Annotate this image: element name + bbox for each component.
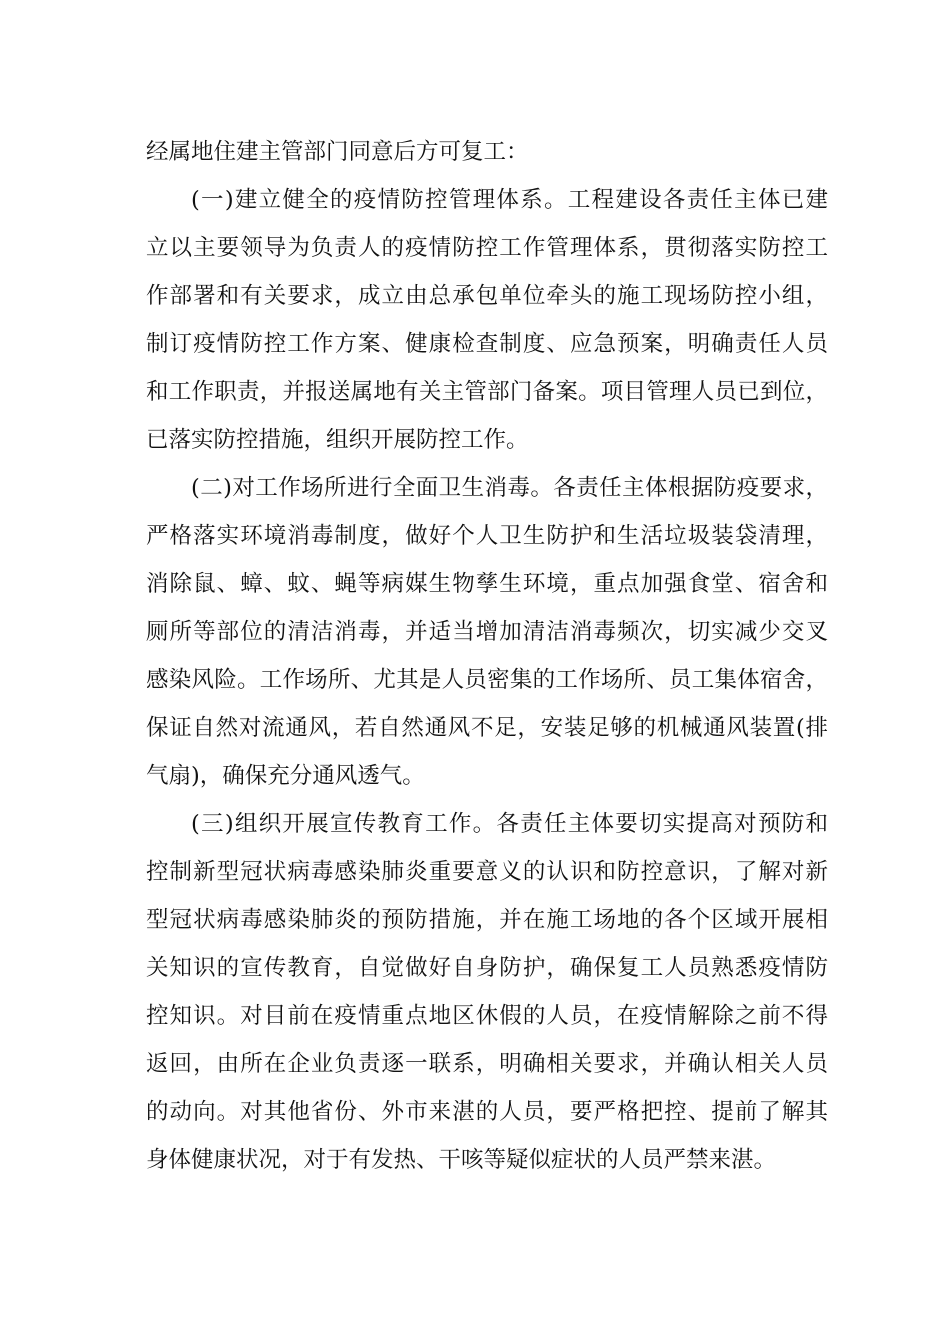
text-line: 经属地住建主管部门同意后方可复工： (146, 139, 529, 165)
text-line: 气扇)，确保充分通风透气。 (146, 763, 425, 789)
paragraph-first-line: (一)建立健全的疫情防控管理体系。工程建设各责任主体已建 (191, 187, 828, 213)
text-line: 严格落实环境消毒制度，做好个人卫生防护和生活垃圾装袋清理， (146, 523, 828, 549)
text-line: 身体健康状况，对于有发热、干咳等疑似症状的人员严禁来湛。 (146, 1147, 777, 1173)
text-line: 作部署和有关要求，成立由总承包单位牵头的施工现场防控小组， (146, 283, 828, 309)
text-line: 控制新型冠状病毒感染肺炎重要意义的认识和防控意识，了解对新 (146, 859, 828, 885)
text-line: 保证自然对流通风，若自然通风不足，安装足够的机械通风装置(排 (146, 715, 828, 741)
text-line: 关知识的宣传教育，自觉做好自身防护，确保复工人员熟悉疫情防 (146, 955, 828, 981)
text-line: 型冠状病毒感染肺炎的预防措施，并在施工场地的各个区域开展相 (146, 907, 828, 933)
text-line: 返回，由所在企业负责逐一联系，明确相关要求，并确认相关人员 (146, 1051, 828, 1077)
document-body (146, 128, 828, 1184)
paragraph-first-line: (二)对工作场所进行全面卫生消毒。各责任主体根据防疫要求， (191, 475, 828, 501)
text-line: 的动向。对其他省份、外市来湛的人员，要严格把控、提前了解其 (146, 1099, 828, 1125)
text-line: 感染风险。工作场所、尤其是人员密集的工作场所、员工集体宿舍， (146, 667, 828, 693)
text-line: 控知识。对目前在疫情重点地区休假的人员，在疫情解除之前不得 (146, 1003, 828, 1029)
text-line: 厕所等部位的清洁消毒，并适当增加清洁消毒频次，切实减少交叉 (146, 619, 828, 645)
text-line: 立以主要领导为负责人的疫情防控工作管理体系，贯彻落实防控工 (146, 235, 828, 261)
paragraph-first-line: (三)组织开展宣传教育工作。各责任主体要切实提高对预防和 (191, 811, 828, 837)
text-line: 制订疫情防控工作方案、健康检查制度、应急预案，明确责任人员 (146, 331, 828, 357)
text-line: 已落实防控措施，组织开展防控工作。 (146, 427, 529, 453)
text-line: 消除鼠、蟑、蚊、蝇等病媒生物孳生环境，重点加强食堂、宿舍和 (146, 571, 828, 597)
text-line: 和工作职责，并报送属地有关主管部门备案。项目管理人员已到位， (146, 379, 828, 405)
